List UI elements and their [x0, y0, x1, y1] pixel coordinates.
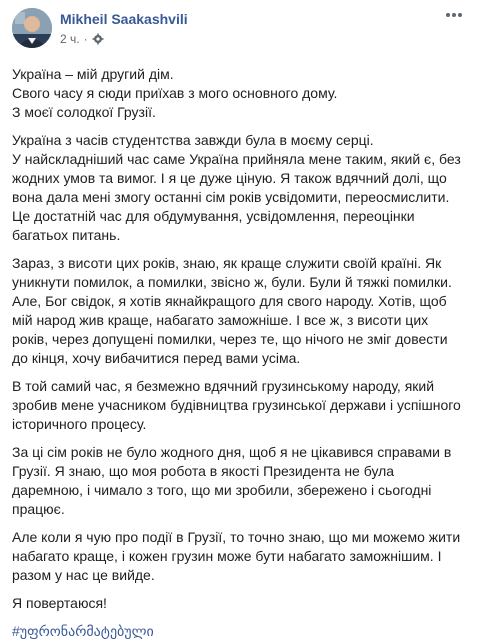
post-text-line: Я повертаюся! [12, 595, 107, 611]
post-text-line: Зараз, з висоти цих років, знаю, як краще служити своїй країні. Як [12, 255, 442, 271]
post-text-line: разом у нас це вийде. [12, 567, 155, 583]
post-paragraph [12, 594, 465, 613]
post-text-line: З моєї солодкої Грузії. [12, 104, 156, 120]
post-text-line: багатьох питань. [12, 227, 121, 243]
post-text-line: мій народ жив краще, набагато заможніше. І все ж, з висоти цих [12, 312, 429, 328]
post-body [12, 65, 465, 613]
post-text-line: Грузії. Я знаю, що моя робота в якості Президента не була [12, 463, 395, 479]
post-text-line: Це достатній час для обдумування, усвідомлення, переоцінки [12, 208, 415, 224]
post-text-line: зробив мене учасником будівництва грузинської держави і успішного [12, 397, 461, 413]
post-subline [60, 31, 465, 47]
post-text-line: даремною, і чимало з того, що ми зробили, збережено і сьогодні [12, 482, 432, 498]
post-text-line: до кінця, хочу вибачитися перед вами усіма. [12, 350, 301, 366]
avatar-image [12, 8, 52, 48]
post-text-line: років, через допущені помилки, через те, що нічого не зміг довести [12, 331, 448, 347]
post-text-line: уникнути помилок, а помилки, звісно ж, були. Були й тяжкі помилки. [12, 274, 452, 290]
post-text-line: У найскладніший час саме Україна прийняла мене таким, який є, без [12, 151, 461, 167]
post-paragraph [12, 131, 465, 245]
post-paragraph [12, 443, 465, 519]
author-name[interactable]: Mikheil Saakashvili [60, 11, 188, 27]
post-text-line: Україна – мій другий дім. [12, 66, 174, 82]
post-text-line: набагато краще, і кожен грузин може бути набагато заможнішим. І [12, 548, 442, 564]
post-text-line: Але коли я чую про події в Грузії, то точно знаю, що ми можемо жити [12, 529, 461, 545]
post-text-line: жодних умов та вимог. І я це дуже ціную. Я також вдячний долі, що [12, 170, 447, 186]
post-text-line: історичного процесу. [12, 416, 147, 432]
separator-dot: · [83, 32, 88, 46]
post-text-line: вона дала мені змогу останні сім років усвідомити, переосмислити. [12, 189, 450, 205]
post-meta [60, 8, 465, 47]
gear-icon [92, 33, 104, 45]
post-text-line: Україна з часів студентства завжди була в моєму серці. [12, 132, 374, 148]
post-paragraph [12, 65, 465, 122]
hashtag-link[interactable]: #უფრონარმატებული [12, 623, 154, 639]
post-text-line: працює. [12, 501, 65, 517]
more-options-icon[interactable] [443, 6, 465, 24]
post-timestamp[interactable]: 2 ч. [60, 32, 80, 46]
post-text-line: Свого часу я сюди приїхав з мого основного дому. [12, 85, 338, 101]
post-text-line: В той самий час, я безмежно вдячний грузинському народу, який [12, 378, 435, 394]
post-header [12, 8, 465, 52]
post-text-line: За ці сім років не було жодного дня, щоб я не цікавився справами в [12, 444, 452, 460]
post-paragraph [12, 528, 465, 585]
author-avatar[interactable] [12, 8, 52, 48]
post-paragraph [12, 254, 465, 368]
post-text-line: Але, Бог свідок, я хотів якнайкращого для свого народу. Хотів, щоб [12, 293, 447, 309]
post-paragraph [12, 377, 465, 434]
